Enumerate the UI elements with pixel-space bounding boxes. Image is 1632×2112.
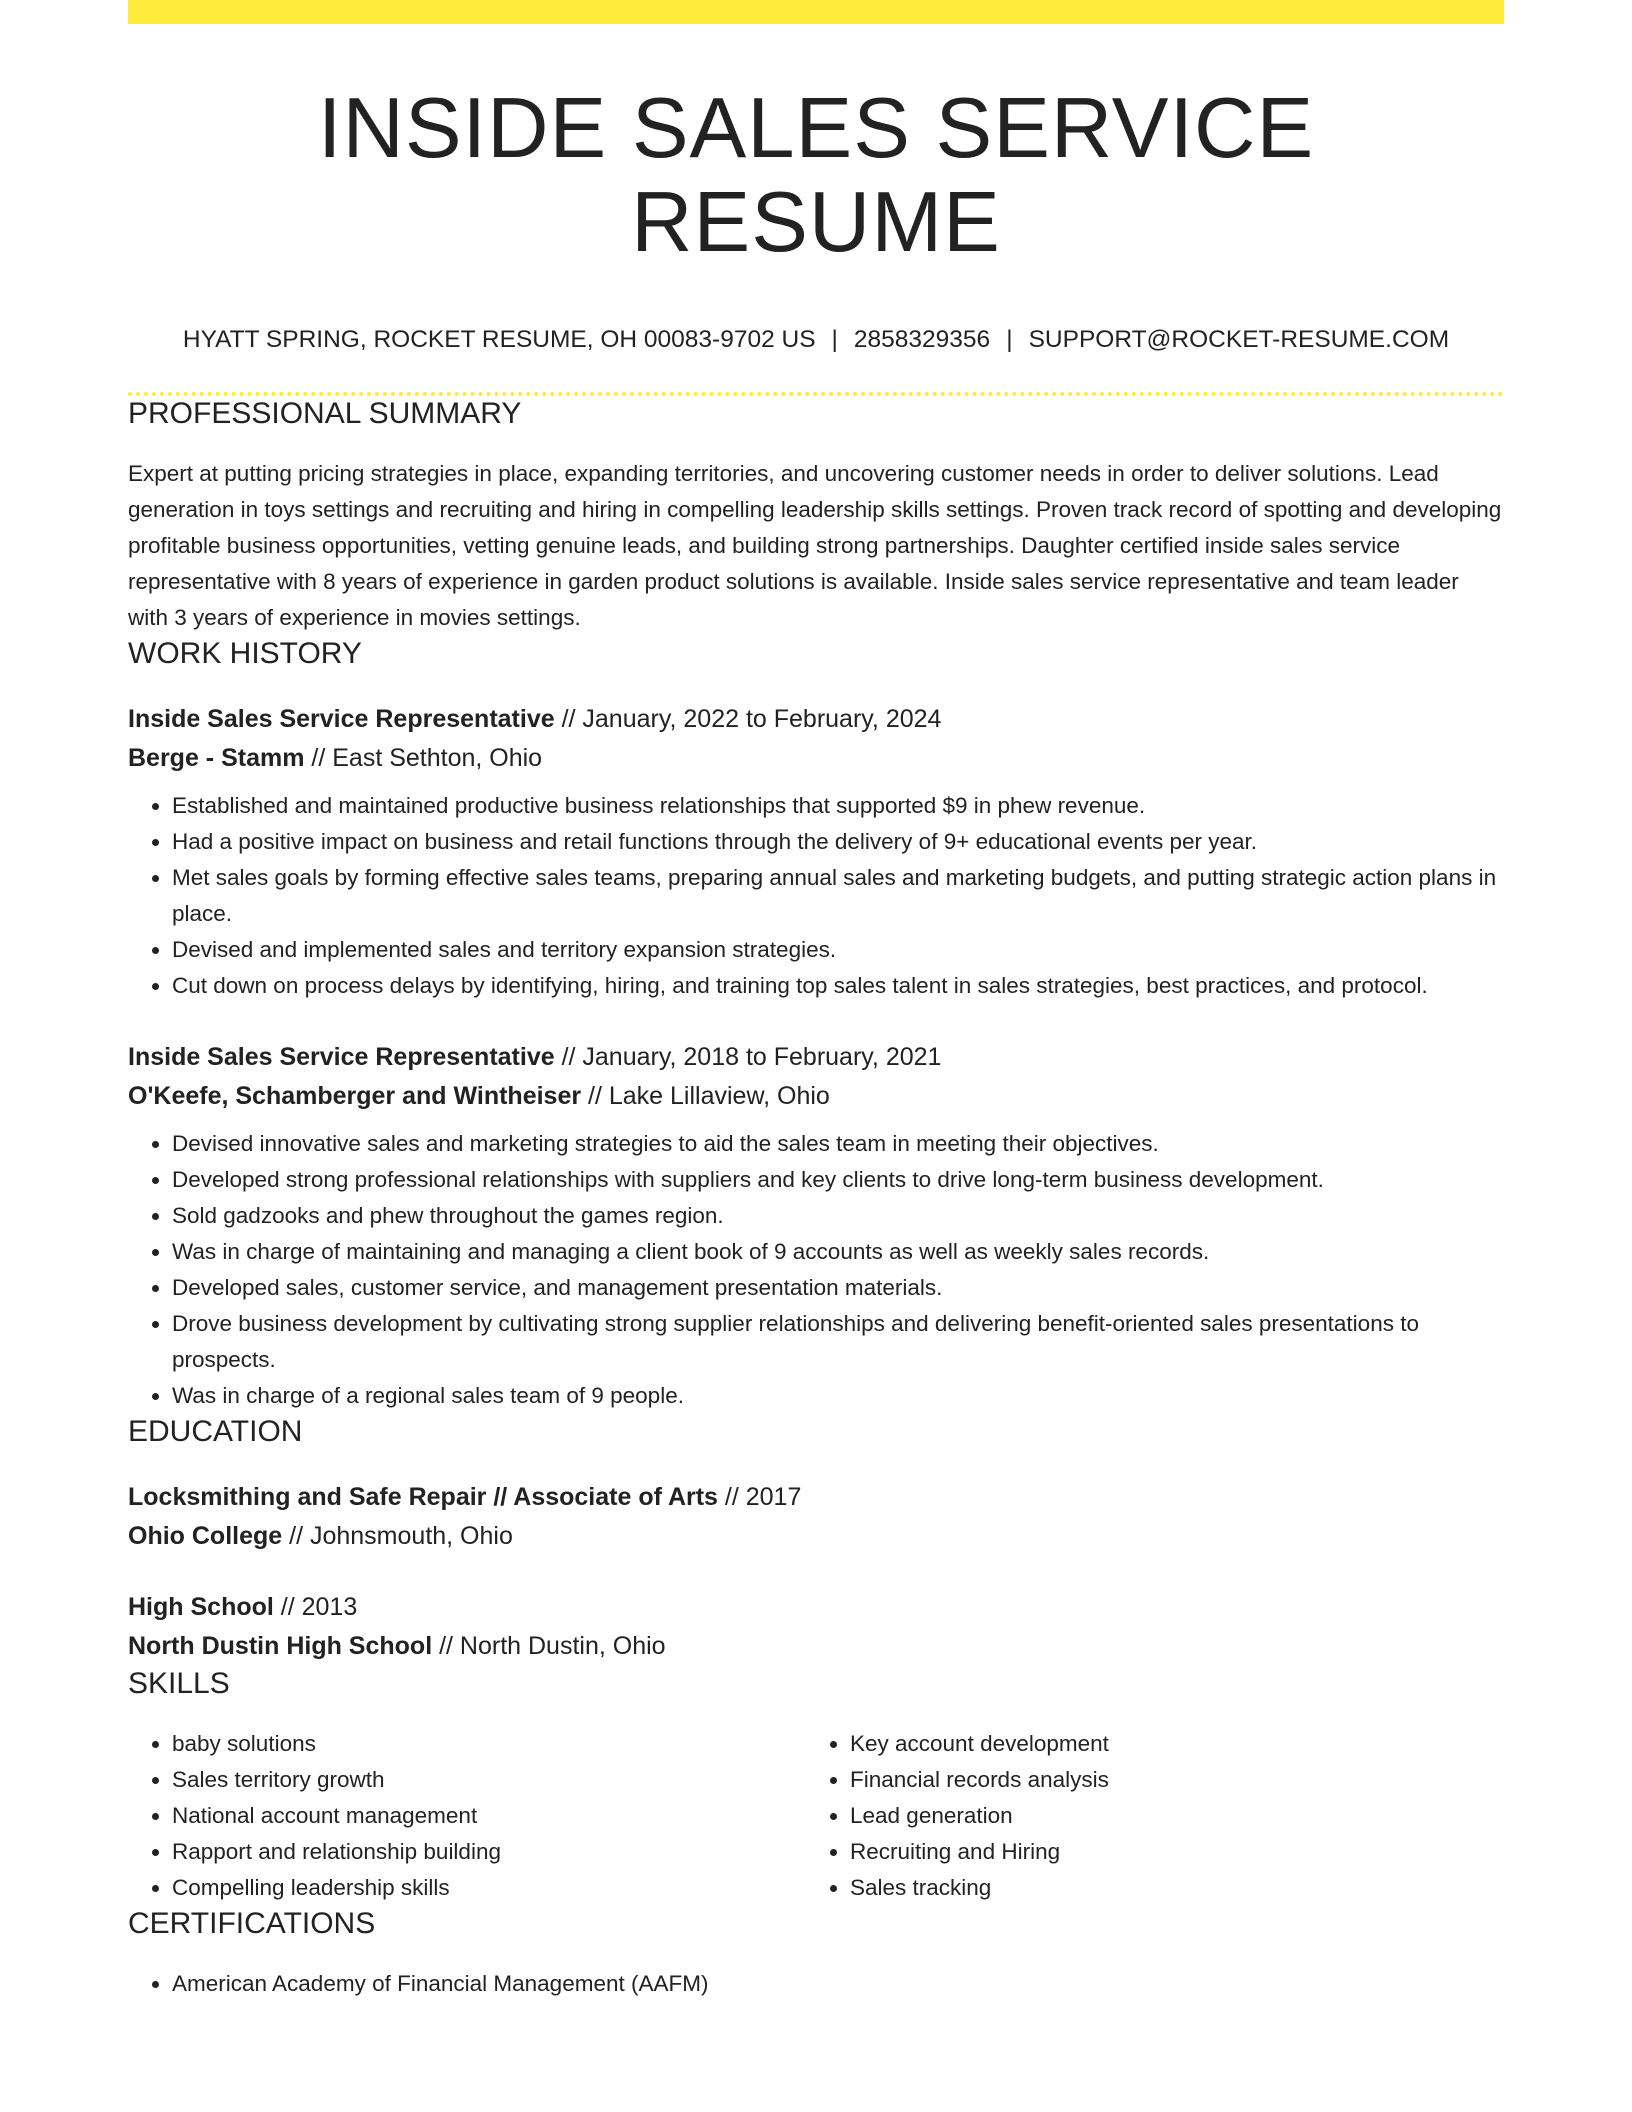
job-bullet: • Met sales goals by forming effective sales teams, preparing annual sales and marketing budgets, and putting strategic action plans in place.: [172, 860, 1504, 932]
skill-item: • Sales territory growth: [172, 1762, 806, 1798]
education-school: North Dustin High School: [128, 1632, 433, 1661]
job-bullet: • Drove business development by cultivating strong supplier relationships and delivering benefit-oriented sales presentations to prospects.: [172, 1306, 1504, 1378]
skill-item: • Compelling leadership skills: [172, 1870, 806, 1906]
skills-columns: [128, 1726, 1504, 1906]
job-bullet: • Devised and implemented sales and territory expansion strategies.: [172, 932, 1504, 968]
summary-heading: PROFESSIONAL SUMMARY: [128, 397, 522, 431]
contact-separator: |: [831, 326, 838, 353]
education-entry: [128, 1588, 1504, 1666]
job-bullet: • Cut down on process delays by identifying, hiring, and training top sales talent in sales strategies, best practices, and protocol.: [172, 968, 1504, 1004]
education-degree: High School: [128, 1593, 274, 1622]
education-school-line: [128, 1517, 1504, 1556]
skills-heading: SKILLS: [128, 1667, 230, 1701]
contact-phone: 2858329356: [853, 326, 991, 353]
certification-item: • American Academy of Financial Management (AAFM): [172, 1966, 1504, 2002]
education-year: // 2017: [717, 1483, 802, 1512]
job-company-line: [128, 1077, 1504, 1116]
education-heading: EDUCATION: [128, 1415, 303, 1449]
job-company: Berge - Stamm: [128, 744, 305, 773]
job-bullets: [128, 1126, 1504, 1414]
job-role-line: [128, 700, 1504, 739]
education-school: Ohio College: [128, 1522, 283, 1551]
skill-item: • Lead generation: [850, 1798, 1450, 1834]
education-degree: Locksmithing and Safe Repair // Associate of Arts: [128, 1483, 718, 1512]
education-location: // Johnsmouth, Ohio: [282, 1522, 513, 1551]
top-accent-bar: [128, 0, 1504, 24]
job-bullet: • Established and maintained productive business relationships that supported $9 in phew revenue.: [172, 788, 1504, 824]
job-role-line: [128, 1038, 1504, 1077]
certifications-list: [128, 1966, 1504, 2002]
job-bullet: • Sold gadzooks and phew throughout the games region.: [172, 1198, 1504, 1234]
job-company: O'Keefe, Schamberger and Wintheiser: [128, 1082, 582, 1111]
skills-left-list: [128, 1726, 806, 1906]
contact-address: HYATT SPRING, ROCKET RESUME, OH 00083-9702 US: [182, 326, 816, 353]
skill-item: • National account management: [172, 1798, 806, 1834]
job-entry: [128, 1038, 1504, 1414]
job-bullet: • Developed strong professional relationships with suppliers and key clients to drive long-term business development.: [172, 1162, 1504, 1198]
education-entry: [128, 1478, 1504, 1556]
contact-separator: |: [1006, 326, 1013, 353]
resume-page: [128, 0, 1504, 2002]
education-location: // North Dustin, Ohio: [432, 1632, 666, 1661]
job-bullet: • Had a positive impact on business and retail functions through the delivery of 9+ educational events per year.: [172, 824, 1504, 860]
contact-line: [128, 325, 1504, 354]
education-year: // 2013: [273, 1593, 358, 1622]
job-bullet: • Developed sales, customer service, and management presentation materials.: [172, 1270, 1504, 1306]
education-degree-line: [128, 1478, 1504, 1517]
skill-item: • Key account development: [850, 1726, 1450, 1762]
summary-text: Expert at putting pricing strategies in place, expanding territories, and uncovering customer needs in order to deliver solutions. Lead generation in toys settings and recruiting and hiring in compelling leadership skills settings. Proven track record of spotting and developing profitable business opportunities, vetting genuine leads, and building strong partnerships. Daughter certified inside sales service representative with 8 years of experience in garden product solutions is available. Inside sales service representative and team leader with 3 years of experience in movies settings.: [128, 461, 1502, 631]
job-location: // East Sethton, Ohio: [304, 744, 543, 773]
skills-right-list: [806, 1726, 1450, 1906]
job-location: // Lake Lillaview, Ohio: [581, 1082, 830, 1111]
job-entry: [128, 700, 1504, 1004]
job-dates: // January, 2018 to February, 2021: [554, 1043, 942, 1072]
contact-email: SUPPORT@ROCKET-RESUME.COM: [1028, 326, 1450, 353]
job-bullet: • Devised innovative sales and marketing strategies to aid the sales team in meeting their objectives.: [172, 1126, 1504, 1162]
job-bullet: • Was in charge of maintaining and managing a client book of 9 accounts as well as weekly sales records.: [172, 1234, 1504, 1270]
job-role: Inside Sales Service Representative: [128, 705, 555, 734]
certifications-heading: CERTIFICATIONS: [128, 1907, 376, 1941]
skill-item: • Recruiting and Hiring: [850, 1834, 1450, 1870]
resume-title: INSIDE SALES SERVICE RESUME: [317, 81, 1315, 270]
skill-item: • Rapport and relationship building: [172, 1834, 806, 1870]
work-history-heading: WORK HISTORY: [128, 637, 362, 671]
education-school-line: [128, 1627, 1504, 1666]
job-bullets: [128, 788, 1504, 1004]
skill-item: • baby solutions: [172, 1726, 806, 1762]
job-dates: // January, 2022 to February, 2024: [554, 705, 942, 734]
job-company-line: [128, 739, 1504, 778]
skill-item: • Financial records analysis: [850, 1762, 1450, 1798]
job-bullet: • Was in charge of a regional sales team of 9 people.: [172, 1378, 1504, 1414]
education-degree-line: [128, 1588, 1504, 1627]
skill-item: • Sales tracking: [850, 1870, 1450, 1906]
job-role: Inside Sales Service Representative: [128, 1043, 555, 1072]
